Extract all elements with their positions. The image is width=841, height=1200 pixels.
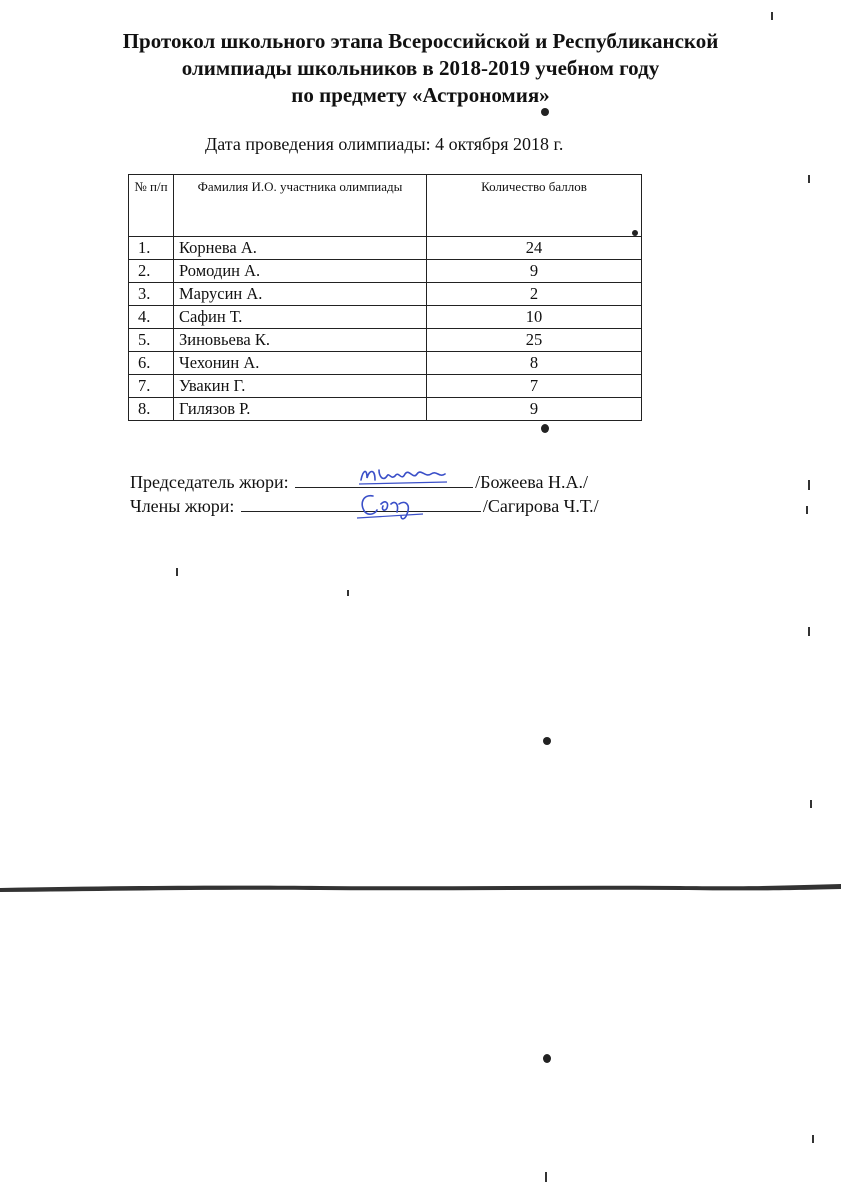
table-row (129, 237, 642, 260)
header-participant-name: Фамилия И.О. участника олимпиады (174, 175, 427, 237)
participant-score: 10 (427, 306, 642, 329)
jury-members-name: /Сагирова Ч.Т./ (482, 496, 599, 516)
scan-speck (541, 424, 549, 433)
participant-score: 8 (427, 352, 642, 375)
participant-score: 24 (427, 237, 642, 260)
row-number: 4. (129, 306, 174, 329)
scan-mark (808, 627, 810, 636)
member-signature (355, 490, 425, 524)
row-number: 3. (129, 283, 174, 306)
chair-signature (355, 462, 455, 492)
table-row (129, 329, 642, 352)
row-number: 5. (129, 329, 174, 352)
participant-name: Увакин Г. (174, 375, 427, 398)
table-header-row (129, 175, 642, 237)
scan-mark (806, 506, 808, 514)
participant-score: 9 (427, 260, 642, 283)
header-score: Количество баллов (427, 175, 642, 237)
participant-name: Ромодин А. (174, 260, 427, 283)
scan-speck (632, 230, 638, 236)
header-number: № п/п (129, 175, 174, 237)
scan-speck (541, 108, 549, 116)
participant-score: 2 (427, 283, 642, 306)
document-title (40, 28, 801, 109)
scan-speck (543, 1054, 551, 1063)
row-number: 7. (129, 375, 174, 398)
table-row (129, 306, 642, 329)
scan-mark (808, 480, 810, 490)
results-table (128, 174, 642, 421)
participant-score: 7 (427, 375, 642, 398)
participant-name: Гилязов Р. (174, 398, 427, 421)
title-line-2: олимпиады школьников в 2018-2019 учебном году (181, 56, 660, 80)
scan-artifact-line (0, 880, 841, 894)
participant-name: Зиновьева К. (174, 329, 427, 352)
title-line-1: Протокол школьного этапа Всероссийской и Республиканской (122, 29, 719, 53)
table-row (129, 352, 642, 375)
row-number: 1. (129, 237, 174, 260)
participant-name: Чехонин А. (174, 352, 427, 375)
row-number: 2. (129, 260, 174, 283)
table-row (129, 260, 642, 283)
participant-score: 25 (427, 329, 642, 352)
table-row (129, 398, 642, 421)
scan-mark (808, 175, 810, 183)
scan-mark (812, 1135, 814, 1143)
participant-name: Сафин Т. (174, 306, 427, 329)
participant-score: 9 (427, 398, 642, 421)
scan-mark (347, 590, 349, 596)
table-row (129, 375, 642, 398)
scan-mark (810, 800, 812, 808)
scan-mark (176, 568, 178, 576)
participant-name: Марусин А. (174, 283, 427, 306)
jury-members-label: Члены жюри: (130, 496, 235, 516)
table-row (129, 283, 642, 306)
olympiad-date: Дата проведения олимпиады: 4 октября 2018 г. (205, 134, 564, 154)
jury-chair-name: /Божеева Н.А./ (475, 472, 588, 492)
title-line-3: по предмету «Астрономия» (291, 83, 550, 107)
scan-speck (543, 737, 551, 745)
row-number: 6. (129, 352, 174, 375)
row-number: 8. (129, 398, 174, 421)
jury-chair-label: Председатель жюри: (130, 472, 289, 492)
scan-mark (771, 12, 773, 20)
scan-mark (545, 1172, 547, 1182)
participant-name: Корнева А. (174, 237, 427, 260)
